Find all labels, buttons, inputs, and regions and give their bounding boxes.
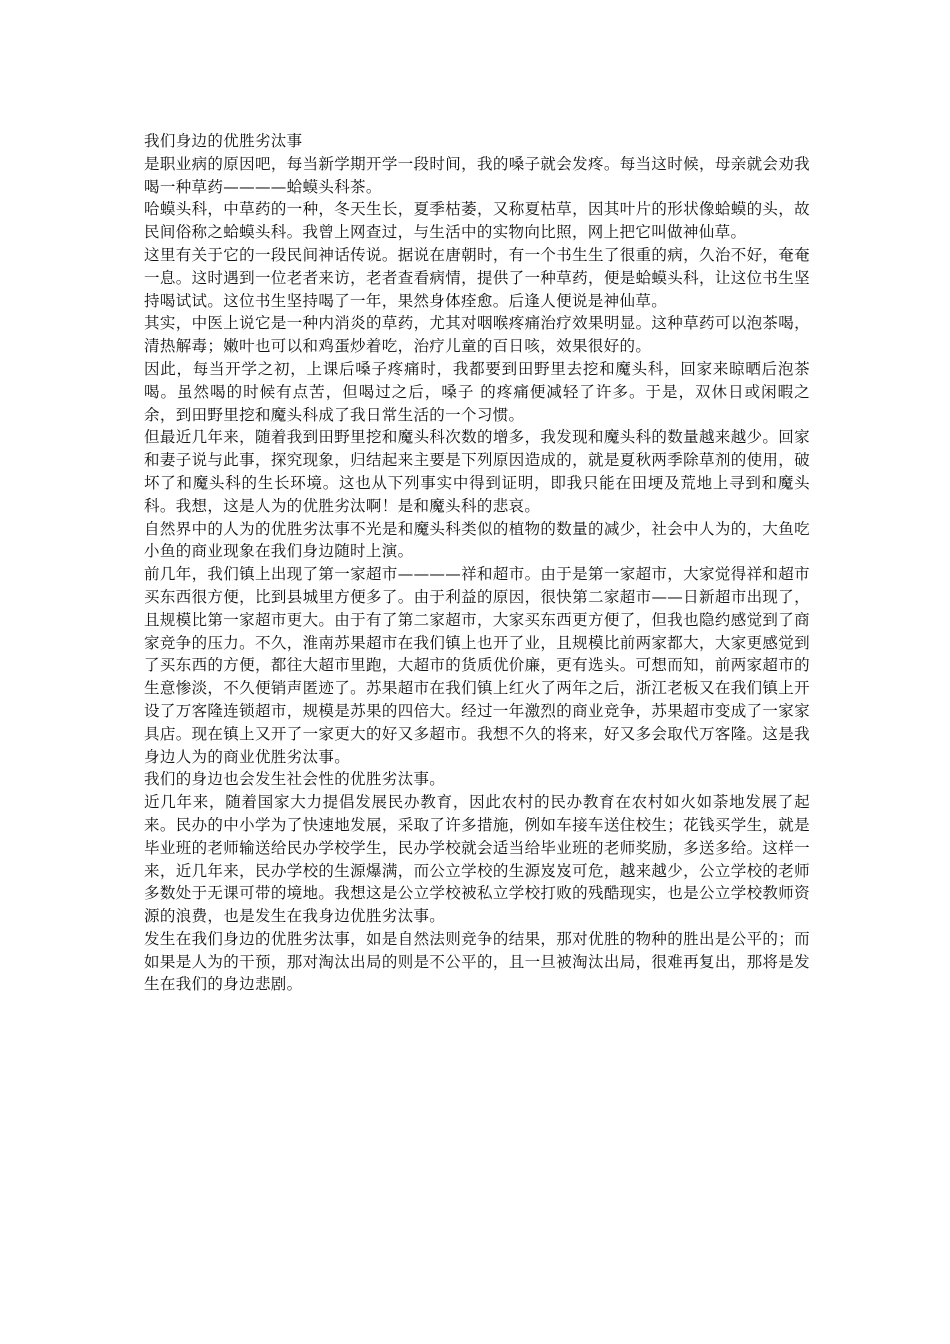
- document-title: 我们身边的优胜劣汰事: [144, 132, 303, 150]
- paragraph-3: 这里有关于它的一段民间神话传说。据说在唐朝时，有一个书生生了很重的病，久治不好，奄奄一息。这时遇到一位老者来访，老者查看病情，提供了一种草药，便是蛤蟆头科，让这位书生坚持喝试试。这位书生坚持喝了一年，果然身体痊愈。后逢人便说是神仙草。: [144, 245, 810, 310]
- paragraph-11: 发生在我们身边的优胜劣汰事，如是自然法则竞争的结果，那对优胜的物种的胜出是公平的；而如果是人为的干预，那对淘汰出局的则是不公平的，且一旦被淘汰出局，很难再复出，那将是发生在我们的身边悲剧。: [144, 929, 810, 994]
- document-body: [144, 130, 810, 996]
- paragraph-7: 自然界中的人为的优胜劣汰事不光是和魔头科类似的植物的数量的减少，社会中人为的，大鱼吃小鱼的商业现象在我们身边随时上演。: [144, 519, 810, 561]
- paragraph-9: 我们的身边也会发生社会性的优胜劣汰事。: [144, 770, 446, 789]
- paragraph-5: 因此，每当开学之初，上课后嗓子疼痛时，我都要到田野里去挖和魔头科，回家来晾晒后泡茶喝。虽然喝的时候有点苦，但喝过之后，嗓子 的疼痛便减轻了许多。于是，双休日或闲暇之余，到田野里挖和魔头科成了我日常生活的一个习惯。: [144, 359, 810, 424]
- paragraph-8: 前几年，我们镇上出现了第一家超市————祥和超市。由于是第一家超市，大家觉得祥和超市买东西很方便，比到县城里方便多了。由于利益的原因，很快第二家超市——日新超市出现了，且规模比第一家超市更大。由于有了第二家超市，大家买东西更方便了，但我也隐约感觉到了商家竞争的压力。不久，淮南苏果超市在我们镇上也开了业，且规模比前两家都大，大家更感觉到了买东西的方便，都往大超市里跑，大超市的货质优价廉，更有选头。可想而知，前两家超市的生意惨淡，不久便销声匿迹了。苏果超市在我们镇上红火了两年之后，浙江老板又在我们镇上开设了万客隆连锁超市，规模是苏果的四倍大。经过一年激烈的商业竞争，苏果超市变成了一家家具店。现在镇上又开了一家更大的好又多超市。我想不久的将来，好又多会取代万客隆。这是我身边人为的商业优胜劣汰事。: [144, 565, 810, 766]
- paragraph-10: 近几年来，随着国家大力提倡发展民办教育，因此农村的民办教育在农村如火如荼地发展了起来。民办的中小学为了快速地发展，采取了许多措施，例如车接车送住校生；花钱买学生，就是毕业班的老师输送给民办学校学生，民办学校就会适当给毕业班的老师奖励，多送多给。这样一来，近几年来，民办学校的生源爆满，而公立学校的生源岌岌可危，越来越少，公立学校的老师多数处于无课可带的境地。我想这是公立学校被私立学校打败的残酷现实，也是公立学校教师资源的浪费，也是发生在我身边优胜劣汰事。: [144, 793, 810, 926]
- paragraph-4: 其实，中医上说它是一种内消炎的草药，尤其对咽喉疼痛治疗效果明显。这种草药可以泡茶喝，清热解毒；嫩叶也可以和鸡蛋炒着吃，治疗儿童的百日咳，效果很好的。: [144, 314, 810, 356]
- paragraph-6: 但最近几年来，随着我到田野里挖和魔头科次数的增多，我发现和魔头科的数量越来越少。回家和妻子说与此事，探究现象，归结起来主要是下列原因造成的，就是夏秋两季除草剂的使用，破坏了和魔头科的生长环境。这也从下列事实中得到证明，即我只能在田埂及荒地上寻到和魔头科。我想，这是人为的优胜劣汰啊！是和魔头科的悲哀。: [144, 428, 810, 515]
- paragraph-1: 是职业病的原因吧，每当新学期开学一段时间，我的嗓子就会发疼。每当这时候，母亲就会劝我喝一种草药————蛤蟆头科茶。: [144, 154, 810, 196]
- paragraph-2: 哈蟆头科，中草药的一种，冬天生长，夏季枯萎，又称夏枯草，因其叶片的形状像蛤蟆的头，故民间俗称之蛤蟆头科。我曾上网查过，与生活中的实物向比照，网上把它叫做神仙草。: [144, 200, 810, 242]
